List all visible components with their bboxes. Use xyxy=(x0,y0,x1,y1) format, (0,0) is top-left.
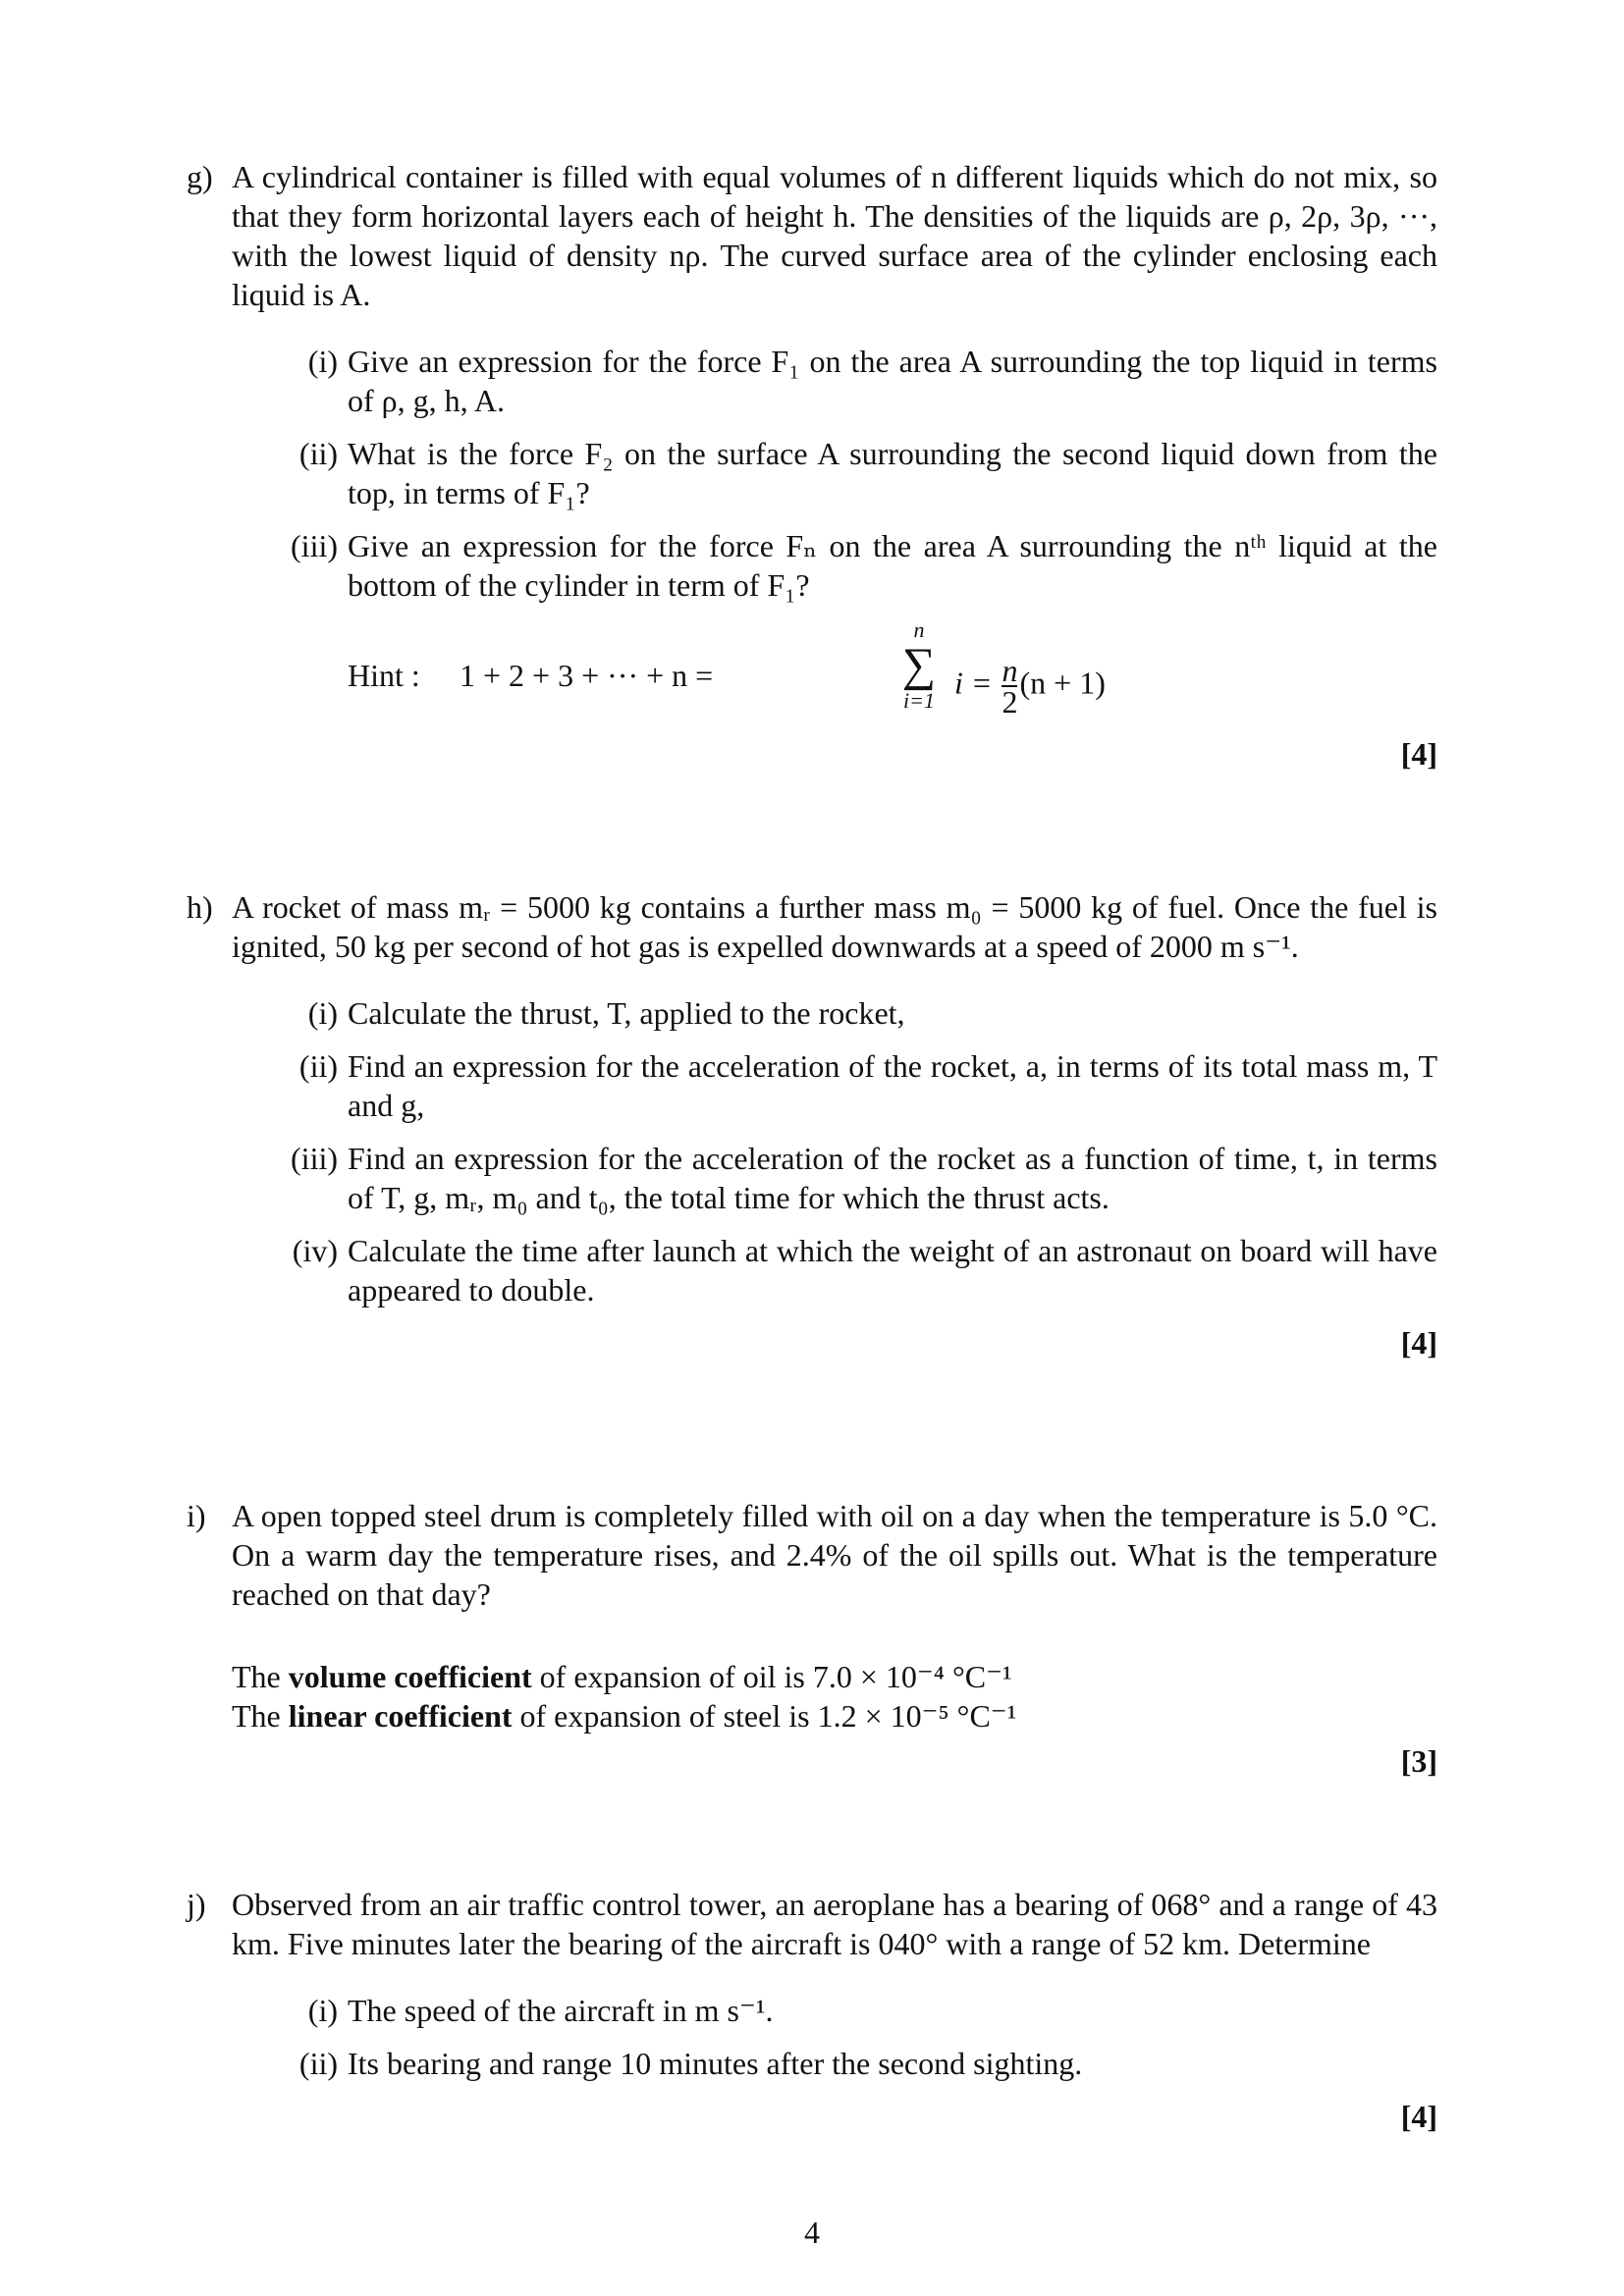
part-label: (ii) xyxy=(298,2046,338,2081)
part-text: Its bearing and range 10 minutes after the second sighting. xyxy=(348,2046,1083,2081)
note-text: The xyxy=(232,1659,281,1694)
part-label: (i) xyxy=(307,995,338,1031)
marks-badge: [3] xyxy=(1400,1743,1437,1779)
part-text: Find an expression for the acceleration of the rocket as a function of time, t, in terms of T, g, mᵣ, m₀ and t₀, the total time for which the thrust acts. xyxy=(348,1141,1437,1215)
sigma-icon: ∑ xyxy=(901,639,937,691)
question-text: Observed from an air traffic control tower, an aeroplane has a bearing of 068° and a range of 43 km. Five minutes later the bearing of the aircraft is 040° with a range of 52 km. Determine xyxy=(232,1887,1437,1961)
hint-rhs: (n + 1) xyxy=(1019,665,1106,701)
question-text: A open topped steel drum is completely filled with oil on a day when the temperature is 5.0 °C. On a warm day the temperature rises, and 2.4% of the oil spills out. What is the temperature reached on that day? xyxy=(232,1498,1437,1612)
hint-rhs-group xyxy=(954,653,1106,720)
question-part xyxy=(307,993,1437,1033)
page-number: 4 xyxy=(804,2215,820,2250)
coefficient-notes xyxy=(232,1657,1437,1735)
hint-lhs: 1 + 2 + 3 + ··· + n = xyxy=(460,658,714,693)
sigma-upper-limit: n xyxy=(913,617,925,642)
question-letter: i) xyxy=(187,1498,206,1533)
summation-symbol xyxy=(890,618,948,713)
hint-label: Hint : xyxy=(348,658,420,693)
note-text: The xyxy=(232,1698,281,1734)
part-label: (iii) xyxy=(291,1141,338,1176)
note-text: of expansion of steel is 1.2 × 10⁻⁵ °C⁻¹ xyxy=(519,1698,1017,1734)
hint-fraction xyxy=(1001,653,1018,720)
part-text: Find an expression for the acceleration of the rocket, a, in terms of its total mass m, T and g, xyxy=(348,1048,1437,1123)
part-text: Calculate the thrust, T, applied to the rocket, xyxy=(348,995,905,1031)
part-label: (ii) xyxy=(298,1048,338,1084)
note-bold-term: linear coefficient xyxy=(288,1698,513,1734)
question-letter: h) xyxy=(187,889,213,925)
note-text: of expansion of oil is 7.0 × 10⁻⁴ °C⁻¹ xyxy=(539,1659,1012,1694)
part-label: (i) xyxy=(307,344,338,379)
part-text: The speed of the aircraft in m s⁻¹. xyxy=(348,1993,774,2028)
question-part xyxy=(292,1231,1437,1309)
question-part xyxy=(307,342,1437,420)
question-part xyxy=(307,1991,1437,2030)
part-text: Calculate the time after launch at which the weight of an astronaut on board will have appeared to double. xyxy=(348,1233,1437,1308)
question-i xyxy=(187,1496,1437,1781)
question-j xyxy=(187,1885,1437,2136)
question-part xyxy=(298,434,1437,512)
fraction-numerator: n xyxy=(1001,653,1018,688)
part-label: (ii) xyxy=(298,436,338,471)
question-letter: j) xyxy=(187,1887,206,1922)
note-linear-coefficient xyxy=(232,1696,1437,1735)
question-letter: g) xyxy=(187,159,213,194)
question-parts xyxy=(291,993,1437,1309)
question-part xyxy=(298,1046,1437,1125)
question-g xyxy=(187,157,1437,774)
marks-badge: [4] xyxy=(1400,736,1437,772)
hint-mid: i = xyxy=(954,665,993,701)
part-label: (i) xyxy=(307,1993,338,2028)
part-label: (iii) xyxy=(291,528,338,563)
marks-badge: [4] xyxy=(1400,2099,1437,2134)
part-text: Give an expression for the force Fₙ on the area A surrounding the nᵗʰ liquid at the bottom of the cylinder in term of F₁? xyxy=(348,528,1437,603)
part-text: What is the force F₂ on the surface A surrounding the second liquid down from the top, in terms of F₁? xyxy=(348,436,1437,510)
question-parts xyxy=(298,1991,1437,2083)
question-part xyxy=(298,2044,1437,2083)
part-text: Give an expression for the force F₁ on the area A surrounding the top liquid in terms of ρ, g, h, A. xyxy=(348,344,1437,418)
question-part xyxy=(291,1139,1437,1217)
hint-formula xyxy=(348,618,1437,726)
question-parts xyxy=(291,342,1437,605)
question-h xyxy=(187,887,1437,1362)
question-text: A rocket of mass mᵣ = 5000 kg contains a further mass m₀ = 5000 kg of fuel. Once the fuel is ignited, 50 kg per second of hot gas is expelled downwards at a speed of 2000 m s⁻¹. xyxy=(232,889,1437,964)
part-label: (iv) xyxy=(292,1233,338,1268)
note-bold-term: volume coefficient xyxy=(288,1659,532,1694)
note-volume-coefficient xyxy=(232,1657,1437,1696)
sigma-lower-limit: i=1 xyxy=(903,688,935,713)
question-part xyxy=(291,526,1437,605)
fraction-denominator: 2 xyxy=(1001,684,1018,720)
marks-badge: [4] xyxy=(1400,1325,1437,1361)
question-text: A cylindrical container is filled with equal volumes of n different liquids which do not mix, so that they form horizontal layers each of height h. The densities of the liquids are ρ, 2ρ, 3ρ, ···, with the lowest liquid of density nρ. The curved surface area of the cylinder enclosing each liquid is A. xyxy=(232,159,1437,312)
